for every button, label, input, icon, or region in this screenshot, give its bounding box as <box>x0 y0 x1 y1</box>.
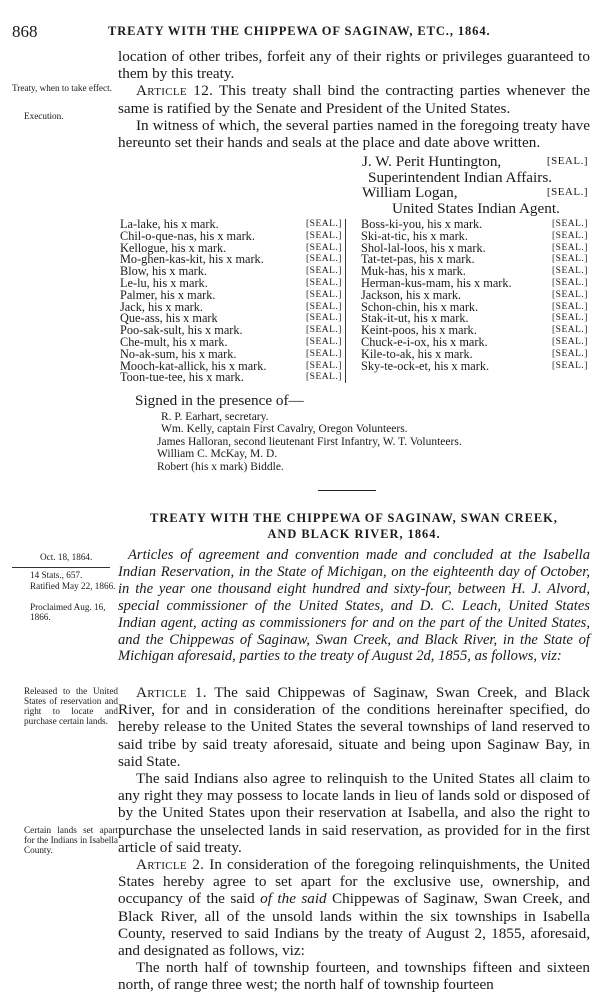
officials-signatures <box>362 154 592 216</box>
witness: William C. McKay, M. D. <box>157 448 278 461</box>
seal-mark: [SEAL.] <box>552 313 588 324</box>
seal-mark: [SEAL.] <box>552 301 588 312</box>
article-2-italic: of the said <box>260 890 327 908</box>
article-2 <box>118 856 590 959</box>
seal-mark: [SEAL.] <box>306 337 342 347</box>
signer-left: No-ak-sum, his x mark. <box>120 346 237 361</box>
margin-note-stats: 14 Stats., 657. <box>30 570 83 580</box>
top-text-block <box>118 48 590 151</box>
signer-right: Jackson, his x mark. <box>361 287 462 302</box>
seal-mark: [SEAL.] <box>552 360 588 371</box>
seal-mark: [SEAL.] <box>306 360 342 371</box>
witness: Robert (his x mark) Biddle. <box>157 460 284 473</box>
signer-right: Schon-chin, his x mark. <box>361 299 479 314</box>
signer-left: Kellogue, his x mark. <box>120 240 227 255</box>
seal-mark: [SEAL.] <box>306 301 342 312</box>
signer-right: Kile-to-ak, his x mark. <box>361 346 473 361</box>
seal-mark: [SEAL.] <box>552 337 588 347</box>
seal-mark: [SEAL.] <box>306 242 342 253</box>
article-12 <box>118 82 590 116</box>
signer-left: Mooch-kat-allick, his x mark. <box>120 358 267 373</box>
signer-right: Ski-at-tic, his x mark. <box>361 228 468 243</box>
signer-left: Chil-o-que-nas, his x mark. <box>120 228 255 243</box>
seal-mark: [SEAL.] <box>552 266 588 277</box>
witness-clause: In witness of which, the several parties named in the foregoing treaty have hereunto set their hands and seals at the place and date above written. <box>118 116 590 152</box>
seal-mark: [SEAL.] <box>552 348 588 359</box>
article-1-paragraph-2: The said Indians also agree to relinquish to the United States all claim to any right they may possess to locate lands in lieu of lands sold or disposed of by the United States upon their reservation at Isabella, and also the right to purchase the unselected lands in said reservation, as provided for in the first article of said treaty. <box>118 770 590 856</box>
seal-mark: [SEAL.] <box>306 325 342 336</box>
signer-right: Tat-tet-pas, his x mark. <box>361 252 475 267</box>
signers-table <box>120 219 590 389</box>
signer-left: Mo-ghen-kas-kit, his x mark. <box>120 252 264 267</box>
signer-left: Blow, his x mark. <box>120 264 207 279</box>
seal-mark: [SEAL.] <box>552 230 588 241</box>
continuation-paragraph: location of other tribes, forfeit any of their rights or privileges guaranteed to them by this treaty. <box>118 48 590 83</box>
margin-rule <box>12 567 110 568</box>
section-divider <box>318 490 376 491</box>
treaty-title <box>118 510 590 542</box>
article-2-text-a: In consideration of the foregoing relinquishments, the United States hereby agree to set apart for the exclusive use, ownership, and occupancy of the said <box>118 856 590 908</box>
signer-left: La-lake, his x mark. <box>120 217 219 231</box>
margin-note-certain-lands: Certain lands set apart for the Indians in Isabella County. <box>24 825 118 855</box>
signer-left: Que-ass, his x mark <box>120 311 218 326</box>
signer-left: Che-mult, his x mark. <box>120 335 228 349</box>
official-title: United States Indian Agent. <box>392 199 560 217</box>
article-12-text: This treaty shall bind the contracting parties whenever the same is ratified by the Senate and President of the United States. <box>118 82 590 117</box>
seal-mark: [SEAL.] <box>306 230 342 241</box>
presence-heading: Signed in the presence of— <box>135 392 304 409</box>
seal-mark: [SEAL.] <box>306 313 342 324</box>
seal-mark: [SEAL.] <box>546 186 588 198</box>
margin-note-proclaimed: Proclaimed Aug. 16, 1866. <box>30 602 106 622</box>
article-2-text-b: Chippewas of Saginaw, Swan Creek, and Black River, all of the unsold lands within the six townships in Isabella County, reserved to said Indians by the treaty of August 2, 1855, aforesaid, and designated as follows, viz: <box>118 890 591 960</box>
signer-left: Poo-sak-sult, his x mark. <box>120 323 243 338</box>
signer-right: Boss-ki-you, his x mark. <box>361 217 483 231</box>
preamble: Articles of agreement and convention made and concluded at the Isabella Indian Reservation, in the State of Michigan, on the eighteenth day of October, in the year one thousand eight hundred and sixty-four, between H. J. Alvord, special commissioner of the United States, and D. C. Leach, United States Indian agent, acting as commissioners for and on the part of the United States, and the Chippewas of Saginaw, Swan Creek, and Black River, in the State of Michigan aforesaid, parties to the treaty of August 2d, 1855, as follows, viz: <box>118 547 590 665</box>
margin-note-execution: Execution. <box>24 111 64 121</box>
article-2-paragraph-2: The north half of township fourteen, and townships fifteen and sixteen north, of range three west; the north half of township fourteen <box>118 959 590 994</box>
article-1-label: Article 1. <box>136 684 207 701</box>
seal-mark: [SEAL.] <box>552 242 588 253</box>
seal-mark: [SEAL.] <box>552 289 588 300</box>
official-signature <box>362 154 592 170</box>
signer-right: Herman-kus-mam, his x mark. <box>361 276 512 290</box>
seal-mark: [SEAL.] <box>306 289 342 300</box>
margin-note-date: Oct. 18, 1864. <box>40 552 93 562</box>
seal-mark: [SEAL.] <box>552 219 588 229</box>
articles-block <box>118 684 590 994</box>
seal-mark: [SEAL.] <box>306 254 342 265</box>
page-header <box>12 22 592 42</box>
signer-right: Shol-lal-loos, his x mark. <box>361 240 486 255</box>
official-signature <box>362 185 592 201</box>
signer-left: Toon-tue-tee, his x mark. <box>120 370 244 385</box>
article-1 <box>118 684 590 770</box>
seal-mark: [SEAL.] <box>306 219 342 229</box>
signer-right: Chuck-e-i-ox, his x mark. <box>361 335 488 349</box>
seal-mark: [SEAL.] <box>306 372 342 383</box>
witness: Wm. Kelly, captain First Cavalry, Oregon Volunteers. <box>161 423 408 436</box>
signer-left: Palmer, his x mark. <box>120 287 216 302</box>
article-12-label: Article 12. <box>136 82 214 100</box>
signer-right: Sky-te-ock-et, his x mark. <box>361 358 490 373</box>
official-name: William Logan, <box>362 184 458 201</box>
seal-mark: [SEAL.] <box>306 266 342 277</box>
seal-mark: [SEAL.] <box>306 348 342 359</box>
treaty-title-line: TREATY WITH THE CHIPPEWA OF SAGINAW, SWAN CREEK, <box>150 511 558 525</box>
signer-left: Jack, his x mark. <box>120 299 203 314</box>
seal-mark: [SEAL.] <box>552 278 588 288</box>
article-2-label: Article 2. <box>136 856 205 874</box>
signer-right: Keint-poos, his x mark. <box>361 323 477 338</box>
seal-mark: [SEAL.] <box>552 254 588 265</box>
page-number: 868 <box>12 22 38 41</box>
official-name: J. W. Perit Huntington, <box>362 153 502 170</box>
witness: R. P. Earhart, secretary. <box>161 411 269 423</box>
seal-mark: [SEAL.] <box>306 278 342 288</box>
seal-mark: [SEAL.] <box>546 155 588 167</box>
signer-right: Stak-it-ut, his x mark. <box>361 311 469 326</box>
witness-list <box>157 411 462 473</box>
signer-right: Muk-has, his x mark. <box>361 264 466 279</box>
witness: James Halloran, second lieutenant First Infantry, W. T. Volunteers. <box>157 435 462 448</box>
preamble-block <box>118 547 590 665</box>
margin-note-treaty-effect: Treaty, when to take effect. <box>12 83 112 93</box>
margin-note-ratified: Ratified May 22, 1866. <box>30 581 116 591</box>
official-title: Superintendent Indian Affairs. <box>368 168 553 186</box>
running-title: TREATY WITH THE CHIPPEWA OF SAGINAW, ETC., 1864. <box>108 24 491 38</box>
signer-left: Le-lu, his x mark. <box>120 276 208 290</box>
margin-note-released: Released to the United States of reservation and right to locate and purchase certain lands. <box>24 686 118 726</box>
column-bracket <box>345 219 346 383</box>
article-1-text: The said Chippewas of Saginaw, Swan Creek, and Black River, for and in consideration of the conditions hereinafter specified, do hereby release to the United States the several townships of land reserved to said tribe by said treaty aforesaid, situate and being upon Saginaw Bay, in said State. <box>118 684 590 770</box>
treaty-title-line: AND BLACK RIVER, 1864. <box>267 527 441 541</box>
seal-mark: [SEAL.] <box>552 325 588 336</box>
